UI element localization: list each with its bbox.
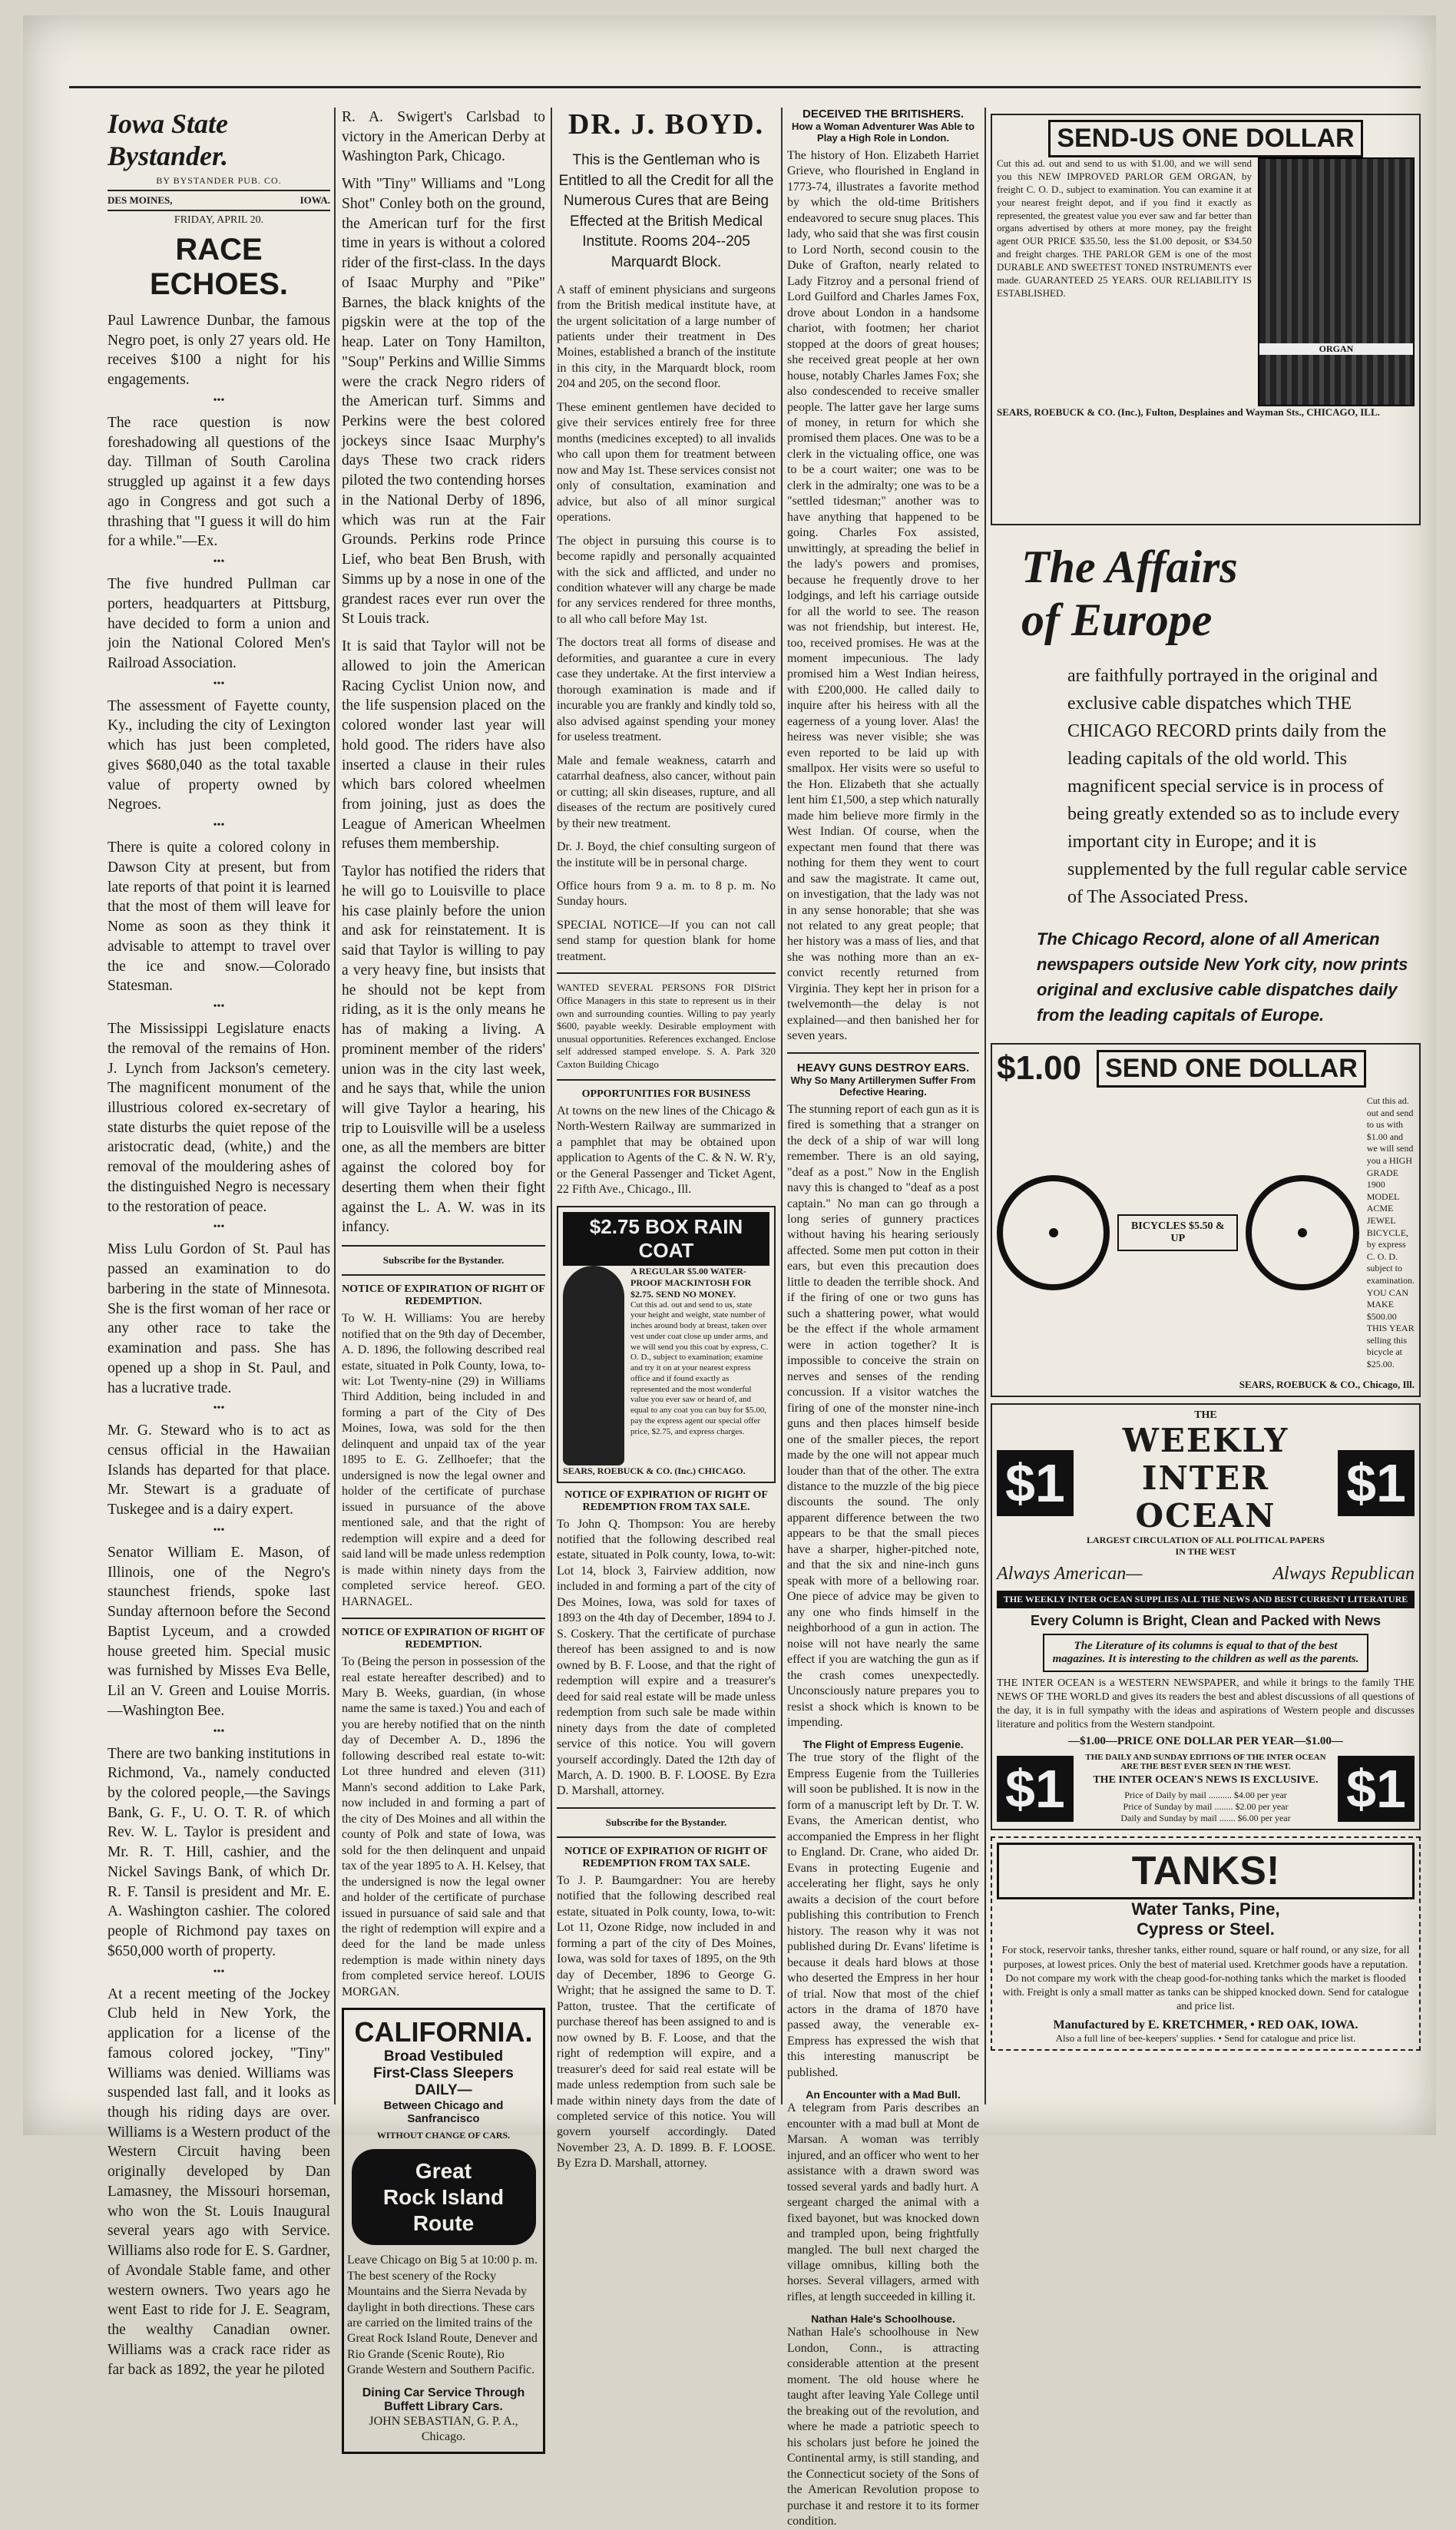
rate-line: Price of Daily by mail .......... $4.00 per year <box>1124 1790 1287 1801</box>
inter-ocean-subtitle: LARGEST CIRCULATION OF ALL POLITICAL PAPERS IN THE WEST <box>1087 1534 1325 1557</box>
divider <box>342 1274 545 1276</box>
column-5 <box>991 108 1421 2112</box>
divider <box>787 1052 979 1054</box>
separator-stars: ••• <box>213 820 225 832</box>
rate-line: Price of Sunday by mail ........ $2.00 per year <box>1123 1801 1289 1813</box>
article-paragraph: The doctors treat all forms of disease and deformities, and guarantee a cure in every case they undertake. At the first interview a thorough examination is made and if incurable you are frankly and kindly told so, also advised against spending your money for useless treatment. <box>557 636 776 744</box>
opportunities-title: OPPORTUNITIES FOR BUSINESS <box>581 1088 751 1100</box>
separator-stars: ••• <box>213 677 225 690</box>
separator-stars: ••• <box>213 1524 225 1536</box>
bicycle-heading: SEND ONE DOLLAR <box>1097 1050 1366 1088</box>
separator-stars: ••• <box>213 1402 225 1415</box>
masthead-state: IOWA. <box>299 194 330 206</box>
affairs-footer: The Chicago Record, alone of all American newspapers outside New York city, now prints original and exclusive cable dispatches daily from the leading capitals of Europe. <box>1037 929 1408 1025</box>
column-rule <box>334 108 336 2104</box>
dollar-badge: $1 <box>1338 1450 1415 1516</box>
article-paragraph: The stunning report of each gun as it is fired is something that a stranger on the deck of a ship of war will long remember. There is an old saying, "deaf as a post." Now in the English navy this is changed to "deaf as a post captain." No man can go through a long series of gunnery practices without having his hearing seriously affected. Some men put cotton in their ears, but even this precaution does little to deaden the terrible shock. And if the firing of one or two guns has such a shattering power, what would be the effect if the whole armament were in action together? It is impossible to conceive the strain on nerves and senses of the rending concussion. If a visitor watches the firing of one of the monster nine-inch guns and then places himself beside one of the smaller pieces, the report made by the one will not appear much louder than that of the other. The extra distance to the muzzle of the big piece discounts the sound. The only apparent difference between the two appears to be that the small pieces have a sharper, higher-pitched note, and that the six and nine-inch guns speak with more of a bellowing roar. One piece of advice may be given to any one who finds himself in the neighborhood of a gun in action. The noise will not have nearly the same effect if you are watching the gun as if the crash comes unexpectedly. Unconsciously nature prepares you to resist a shock which is known to be impending. <box>787 1102 979 1729</box>
subscribe-note: Subscribe for the Bystander. <box>605 1816 727 1828</box>
inter-ocean-price: —$1.00—PRICE ONE DOLLAR PER YEAR—$1.00— <box>1068 1735 1343 1748</box>
race-echoes-heading: RACE ECHOES. <box>149 233 289 301</box>
california-ad <box>342 2008 545 2453</box>
wheel-icon <box>997 1175 1110 1290</box>
race-item: At a recent meeting of the Jockey Club held in New York, the application for a license of the famous colored jockey, "Tiny" Williams was denied. Williams was suspended last fall, and it looks as though his riding days are over. Williams is a Western product of the Western Circuit having been originally developed by Dan Lamasney, the Missouri horseman, who won the St. Louis Inaugural several years ago with Service. Williams also rode for E. S. Gardner, of Avondale Stable fame, and other western owners. Two years ago he went East to ride for J. E. Seagram, the wealthy Canadian owner. Williams was a crack race rider as far back as 1892, the year he piloted <box>108 1985 330 2378</box>
tanks-ad <box>991 1836 1421 2051</box>
article-paragraph: These eminent gentlemen have decided to give their services entirely free for three months (medicines excepted) to all invalids who call upon them for treatment between now and May 1st. These services consist not only of consultation, examination and advice, but also of all minor surgical operations. <box>557 400 776 525</box>
california-line: WITHOUT CHANGE OF CARS. <box>376 2130 511 2141</box>
article-paragraph: Dr. J. Boyd, the chief consulting surgeon of the institute will be in personal charge. <box>557 840 776 869</box>
article-paragraph: A staff of eminent physicians and surgeons from the British medical institute have, at the urgent solicitation of a large number of patients under their treatment in Des Moines, established a branch of the institute in this city, in the Marquardt block, room 204 and 205, on the second floor. <box>557 283 776 391</box>
organ-image <box>1258 157 1415 406</box>
separator-stars: ••• <box>213 394 225 406</box>
article-paragraph: The object in pursuing this course is to become rapidly and personally acquainted with the sick and afflicted, and under no condition whatever will any charge be made for any services rendered for three months, to all who call before May 1st. <box>557 534 776 626</box>
inter-ocean-ad <box>991 1403 1421 1831</box>
race-item: The five hundred Pullman car porters, headquarters at Pittsburg, have decided to form a union and join the National Colored Men's Railroad Association. <box>108 576 330 672</box>
organ-ad-heading: SEND-US ONE DOLLAR <box>1048 120 1362 157</box>
inter-ocean-supplies: THE WEEKLY INTER OCEAN SUPPLIES ALL THE NEWS AND BEST CURRENT LITERATURE <box>997 1591 1415 1608</box>
separator-stars: ••• <box>213 556 225 568</box>
race-item: Miss Lulu Gordon of St. Paul has passed an examination to do barbering in the state of Minnesota. She is the first woman of her race or any other race to take the examination and pass. She has opened up a shop in St. Paul, and has a lucrative trade. <box>108 1241 330 1396</box>
article-heading: Nathan Hale's Schoolhouse. <box>811 2313 955 2326</box>
column-2 <box>342 108 545 2444</box>
organ-ad-body: Cut this ad. out and send to us with $1.00, and we will send you this NEW IMPROVED PARLOR GEM ORGAN, by freight C. O. D., subject to examination. You can examine it at your nearest freight depot, and if you find it exactly as represented, the greatest value you ever saw and far better than organs advertised by others at more money, pay the freight agent OUR PRICE $35.50, less the $1.00 deposit, or $34.50 and freight charges. THE PARLOR GEM is one of the most DURABLE AND SWEETEST TONED INSTRUMENTS ever made. GUARANTEED 25 YEARS. OUR RELIABILITY IS ESTABLISHED. <box>997 157 1252 299</box>
bicycle-image <box>997 1095 1415 1371</box>
separator-stars: ••• <box>213 1001 225 1013</box>
notice-title: NOTICE OF EXPIRATION OF RIGHT OF REDEMPTION FROM TAX SALE. <box>564 1845 768 1869</box>
organ-label: ORGAN <box>1259 343 1413 355</box>
bicycle-body: Cut this ad. out and send to us with $1.00 and we will send you a HIGH GRADE 1900 MODEL ACME JEWEL BICYCLE, by express C. O. D. subject to examination. YOU CAN MAKE $500.00 THIS YEAR selling this bicycle at $25.00. <box>1366 1095 1415 1370</box>
separator-stars: ••• <box>213 1221 225 1234</box>
california-line: Broad Vestibuled <box>383 2048 504 2065</box>
rock-island-text: Rock Island <box>382 2184 505 2209</box>
masthead-location <box>108 190 330 211</box>
separator-stars: ••• <box>213 1725 225 1737</box>
inter-ocean-slogan: Always Republican <box>1272 1563 1415 1584</box>
article-subheading: How a Woman Adventurer Was Able to Play a High Role in London. <box>791 121 975 144</box>
article-paragraph: Office hours from 9 a. m. to 8 p. m. No Sunday hours. <box>557 879 776 909</box>
dollar-badge: $1 <box>997 1450 1074 1516</box>
article-heading: The Flight of Empress Eugenie. <box>802 1738 964 1751</box>
organ-ad-signature: SEARS, ROEBUCK & CO. (Inc.), Fulton, Desplaines and Wayman Sts., CHICAGO, ILL. <box>997 406 1380 418</box>
subscribe-note: Subscribe for the Bystander. <box>382 1254 505 1267</box>
divider <box>342 1245 545 1247</box>
race-item: The assessment of Fayette county, Ky., including the city of Lexington which has just been completed, gives $680,040 as the total taxable value of property owned by Negroes. <box>108 697 330 813</box>
rock-island-text: Great <box>415 2159 472 2184</box>
inter-ocean-exclusive: THE INTER OCEAN'S NEWS IS EXCLUSIVE. <box>1093 1774 1319 1787</box>
boyd-title: DR. J. BOYD. <box>568 108 765 141</box>
article-paragraph: The true story of the flight of the Empress Eugenie from the Tuilleries will soon be published. It is now in the form of a manuscript left by Dr. T. W. Evans, the American dentist, who accompanied the Empress in her flight to England. Dr. Crane, who aided Dr. Evans in protecting Eugenie and accelerating her flight, says he only awaits a decision of the court before publishing this contribution to French history. The reason why it was not published during Dr. Evans' lifetime is because it deals hard blows at those who deserted the Empress in her hour of trial. Now that most of the chief actors in the drama of 1870 have passed away, the venerable ex-Empress has expressed the wish that this interesting manuscript be published. <box>787 1751 979 2079</box>
notice-body: To J. P. Baumgardner: You are hereby notified that the following described real estate, situated in Polk county, Iowa, to-wit: Lot 11, Ozone Ridge, now included in and forming a part of the city of Des Moines, Iowa, was sold for taxes of 1895, on the 9th day of December, 1896 to George G. Wright; that he assigned the same to D. T. Patton, trustee. That the certificate of purchase thereof has been assigned to and is now owned by B. F. Loose, and that the right of redemption will expire, and a treasurer's deed for said real estate will be made unless redemption from such sale be made within ninety days from the date of completed service of this notice. You will govern yourself accordingly. Dated November 23, A. D. 1899. B. F. LOOSE. By Ezra D. Marshall, attorney. <box>557 1873 776 2171</box>
wanted-ad: WANTED SEVERAL PERSONS FOR DIStrict Office Managers in this state to represent us in their own and surrounding counties. Willing to pay yearly $600, payable weekly. Desirable employment with unusual opportunities. References exchanged. Enclose self addressed stamped envelope. S. A. Park 320 Caxton Building Chicago <box>557 982 776 1071</box>
boyd-lead: This is the Gentleman who is Entitled to all the Credit for all the Numerous Cures that are Being Effected at the British Medical Institute. Rooms 204--205 Marquardt Block. <box>558 152 774 270</box>
raincoat-subtitle: A REGULAR $5.00 WATER-PROOF MACKINTOSH FOR $2.75. SEND NO MONEY. <box>630 1265 752 1300</box>
column-1 <box>108 108 330 2378</box>
rock-island-logo <box>352 2149 536 2245</box>
california-title: CALIFORNIA. <box>354 2016 533 2048</box>
rock-island-text: Route <box>412 2210 475 2235</box>
california-line: First-Class Sleepers <box>373 2065 514 2082</box>
affairs-title: of Europe <box>1021 594 1213 645</box>
article-paragraph: With "Tiny" Williams and "Long Shot" Conley both on the ground, the American turf for the first time in years is without a colored rider of the first-class. In the days of Isaac Murphy and "Pike" Barnes, the black knights of the pigskin were at the top of the heap. Later on Tony Hamilton, "Soup" Perkins and Willie Simms were the crack Negro riders of the American turf. Simms and Perkins were the best colored jockeys since Isaac Murphy's days These two crack riders piloted the two contending horses in the National Derby of 1896, which was run at the Fair Grounds. Perkins rode Prince Lief, who beat Ben Brush, with Simms up by a nose in one of the grandest races ever run over the St Louis track. <box>342 176 545 628</box>
race-item: Mr. G. Steward who is to act as census official in the Hawaiian Islands has departed for that place. Mr. Stewart is a graduate of Tuskegee and is a dairy expert. <box>108 1422 330 1518</box>
column-4 <box>787 108 979 2528</box>
race-item: There is quite a colored colony in Dawson City at present, but from late reports of that point it is learned that the most of them will leave for Nome as soon as they think it advisable to attempt to travel over the ice and snow.—Colorado Statesman. <box>108 839 330 995</box>
column-3 <box>557 108 776 2171</box>
notice-title: NOTICE OF EXPIRATION OF RIGHT OF REDEMPTION. <box>342 1283 545 1308</box>
california-line: DAILY— <box>415 2082 472 2099</box>
divider <box>557 972 776 974</box>
tanks-title: TANKS! <box>997 1843 1415 1899</box>
inter-ocean-every: Every Column is Bright, Clean and Packed with News <box>1030 1612 1382 1628</box>
article-paragraph: Taylor has notified the riders that he will go to Louisville to place his case plainly before the union and ask for reinstatement. It is said that Taylor is willing to pay a very heavy fine, but insists that he should not be kept from riding, as it is the only means he has of making a living. A prominent member of the riders' union was in the city last week, and he says that, while the union will give Taylor a hearing, his trip to Louisville will be a useless one, as all the members are bitter against the colored boy for deserting them when their fight against the L. A. W. was in its infancy. <box>342 863 545 1236</box>
race-item: The Mississippi Legislature enacts the removal of the remains of Hon. J. Lynch from Jackson's cemetery. The magnificent monument of the illustrious colored ex-secretary of state disturbs the quiet repose of the aristocratic dead, (white,) and the removal of the mouldering ashes of the distinguished Negro is necessary to the restoration of peace. <box>108 1021 330 1215</box>
article-paragraph: It is said that Taylor will not be allowed to join the American Racing Cyclist Union now, and the life suspension placed on the colored wonder last year will hold good. The riders have also inserted a clause in their rules which bars colored wheelmen from joining, just as does the League of American Wheelmen refuses them membership. <box>342 638 545 853</box>
divider <box>557 1836 776 1838</box>
tanks-subtitle: Water Tanks, Pine, <box>1131 1899 1280 1919</box>
article-heading: An Encounter with a Mad Bull. <box>806 2088 961 2101</box>
top-rule <box>69 86 1421 88</box>
bicycle-signature: SEARS, ROEBUCK & CO., Chicago, Ill. <box>1239 1378 1415 1390</box>
article-heading: DECEIVED THE BRITISHERS. <box>802 108 965 121</box>
column-rule <box>984 108 986 2104</box>
california-line: Between Chicago and Sanfrancisco <box>383 2099 504 2126</box>
race-item: Paul Lawrence Dunbar, the famous Negro poet, is only 27 years old. He receives $100 a night for his engagements. <box>108 313 330 389</box>
divider <box>557 1807 776 1809</box>
notice-body: To (Being the person in possession of the real estate hereafter described) and to Mary B. Weeks, guardian, (in whose name the same is taxed.) You and each of you are hereby notified that on the ninth day of December A. D., 1896 the following described real estate to-wit: Lot three hundred and eleven (311) Mann's second addition to Lake Park, now included in and forming a part of the city of Des Moines and all within the county of Polk and state of Iowa, was sold for the then delinquent and unpaid tax of the year 1895 to A. H. Kelsey, that the undersigned is now the legal owner and holder of the certificate of purchase issued in pursuance of said sale and that the right of redemption will expire and a deed for the land be made unless redemption is made within ninety days from completed service hereof. LOUIS MORGAN. <box>342 1655 545 1999</box>
article-paragraph: Nathan Hale's schoolhouse in New London, Conn., is attracting considerable attention at the present moment. The old house where he taught after leaving Yale College until the breaking out of the revolution, and where he made a patriotic speech to his scholars just before he joined the Continental army, is still standing, and the Connecticut society of the Sons of the American Revolution propose to purchase it and restore it to its former condition. <box>787 2326 979 2528</box>
rate-line: Daily and Sunday by mail ....... $6.00 per year <box>1120 1813 1291 1824</box>
inter-ocean-slogan: Always American— <box>997 1563 1143 1584</box>
raincoat-figure <box>563 1266 624 1465</box>
bicycle-ad <box>991 1043 1421 1397</box>
inter-ocean-daily: THE DAILY AND SUNDAY EDITIONS OF THE INTER OCEAN ARE THE BEST EVER SEEN IN THE WEST. <box>1085 1753 1326 1772</box>
opportunities-body: At towns on the new lines of the Chicago & North-Western Railway are summarized in a pamphlet that may be obtained upon application to Agents of the C. & N. W. R'y, or the General Passenger and Ticket Agent, 22 Fifth Ave., Chicago., Ill. <box>557 1104 776 1197</box>
masthead-publisher: BY BYSTANDER PUB. CO. <box>156 175 282 186</box>
raincoat-signature: SEARS, ROEBUCK & CO. (Inc.) CHICAGO. <box>563 1465 746 1476</box>
column-rule <box>551 108 552 2104</box>
raincoat-body: Cut this ad. out and send to us, state your height and weight, state number of inches around body at breast, taken over vest under coat close up under arms, and we will send you this coat by express, C. O. D., subject to examination; examine and try it on at your nearest express office and if found exactly as represented and the most wonderful value you ever saw or heard of, and equal to any coat you can buy for $5.00, pay the express agent our special offer price, $2.75, and express charges. <box>630 1300 769 1436</box>
affairs-ad <box>991 541 1421 1028</box>
article-paragraph: R. A. Swigert's Carlsbad to victory in the American Derby at Washington Park, Chicago. <box>342 109 545 165</box>
raincoat-title: $2.75 BOX RAIN COAT <box>563 1212 769 1266</box>
notice-body: To John Q. Thompson: You are hereby notified that the following described real estate, situated in Polk county, Iowa, to-wit: Lot 14, block 3, Fairview addition, now included in and forming a part of the city of Des Moines, Iowa, was sold for taxes of 1893 on the 4th day of December, 1894 to J. S. Coskery. That the certificate of purchase thereof has been assigned to and is now owned by B. F. Loose, and that the right of redemption will expire and a treasurer's deed for said real estate will be made unless redemption from such sale be made within ninety days from the date of completed service of this notice. You will govern yourself accordingly. Dated the 12th day of March, A. D. 1900. B. F. LOOSE. By Ezra D. Marshall, attorney. <box>557 1517 776 1798</box>
newspaper-page <box>23 15 1436 2528</box>
tanks-body: For stock, reservoir tanks, thresher tanks, either round, square or half round, or any size, for all purposes, at lowest prices. Only the best of material used. Kretchmer goods have a reputation. Do not compare my work with the cheap good-for-nothing tanks which the market is flooded with. Freight is only a small matter as tanks can be shipped knocked down. Send for catalogue and price list. <box>1001 1945 1410 2013</box>
tanks-footer: Also a full line of bee-keepers' supplies. • Send for catalogue and price list. <box>1055 2032 1356 2045</box>
notice-body: To W. H. Williams: You are hereby notified that on the 9th day of December, A. D. 1896, the following described real estate, situated in Polk County, Iowa, to-wit: Lot Twenty-nine (29) in Williams Third Addition, being included in and forming a part of the City of Des Moines, Iowa, was sold for the then delinquent and unpaid tax of the year 1895 to E. G. Zellhoefer; that the undersigned is now the legal owner and holder of the certificate of purchase issued in pursuance of the above mentioned sale, and that the right of redemption will expire and a deed for said land will be made unless redemption is made within ninety days from the completed service hereof. GEO. HARNAGEL. <box>342 1312 545 1608</box>
california-signature: JOHN SEBASTIAN, G. P. A., Chicago. <box>369 2414 518 2444</box>
bicycle-price: $1.00 <box>997 1049 1082 1087</box>
article-paragraph: A telegram from Paris describes an encounter with a mad bull at Mont de Marsan. A woman was terribly injured, and an officer who went to her assistance with a drawn sword was tossed several yards and badly hurt. A sergeant charged the animal with a fixed bayonet, but was knocked down and trampled upon, being frightfully mangled. The bull next charged the village omnibus, killing both the horses. Several villagers, armed with rifles, at length succeeded in killing it. <box>787 2101 979 2303</box>
inter-ocean-body: THE INTER OCEAN is a WESTERN NEWSPAPER, and while it brings to the family THE NEWS OF THE WORLD and gives its readers the best and ablest discussions of all questions of the day, it is in full sympathy with the ideas and aspirations of Western people and discusses literature and politics from the Western standpoint. <box>997 1677 1415 1731</box>
raincoat-ad <box>557 1206 776 1483</box>
inter-ocean-title: WEEKLY INTER OCEAN <box>1122 1421 1289 1535</box>
article-subheading: Why So Many Artillerymen Suffer From Defective Hearing. <box>790 1074 976 1098</box>
dollar-badge: $1 <box>1338 1756 1415 1822</box>
race-item: There are two banking institutions in Richmond, Va., namely conducted by the colored people,—the Savings Bank, G. F., U. O. T. R. of which Rev. W. L. Taylor is president and Mr. R. T. Hill, cashier, and the Nickel Savings Bank, of which Dr. R. F. Tansil is president and Mr. E. A. Washington cashier. The colored people of Richmond pay taxes on $650,000 worth of property. <box>108 1745 330 1959</box>
article-paragraph: SPECIAL NOTICE—If you can not call send stamp for question blank for home treatment. <box>557 918 776 963</box>
inter-ocean-the: THE <box>1194 1409 1217 1421</box>
article-paragraph: Male and female weakness, catarrh and catarrhal deafness, also cancer, without pain or cutting; all skin diseases, rupture, and all diseases of the rectum are positively cured by their new treatment. <box>557 753 776 830</box>
organ-ad <box>991 114 1421 525</box>
divider <box>557 1079 776 1081</box>
tanks-subtitle: Cypress or Steel. <box>1137 1919 1275 1939</box>
masthead-title: Iowa State Bystander. <box>108 108 229 171</box>
masthead-city: DES MOINES, <box>108 194 173 206</box>
notice-title: NOTICE OF EXPIRATION OF RIGHT OF REDEMPTION FROM TAX SALE. <box>564 1489 768 1513</box>
affairs-body: are faithfully portrayed in the original and exclusive cable dispatches which THE CHICAGO RECORD prints daily from the leading capitals of the old world. This magnificent special service is in process of being greatly extended so as to include every important city in Europe; and it is supplemented by the full regular cable service of The Associated Press. <box>1067 666 1408 907</box>
california-body: Leave Chicago on Big 5 at 10:00 p. m. The best scenery of the Rocky Mountains and the Sierra Nevada by daylight in both directions. These cars are carried on the limited trains of the Great Rock Island Route, Denever and Rio Grande (Scenic Route), Rio Grande Western and Southern Pacific. <box>347 2253 538 2377</box>
inter-ocean-literature: The Literature of its columns is equal to that of the best magazines. It is interesting to the children as well as the parents. <box>1043 1634 1368 1672</box>
affairs-title: The Affairs <box>1021 541 1238 592</box>
race-item: Senator William E. Mason, of Illinois, one of the Negro's staunchest friends, spoke last Sunday afternoon before the Second Baptist Lyceum, and a crowded house greeted him. Special music was furnished by Misses Eva Belle, Lil an V. Green and Louise Morris.—Washington Bee. <box>108 1544 330 1719</box>
wheel-icon <box>1246 1175 1358 1290</box>
separator-stars: ••• <box>213 1965 225 1978</box>
article-heading: HEAVY GUNS DESTROY EARS. <box>796 1061 970 1075</box>
california-dining: Dining Car Service Through Buffett Library Cars. <box>362 2386 525 2413</box>
divider <box>342 1618 545 1619</box>
issue-date: FRIDAY, APRIL 20. <box>174 214 264 226</box>
tanks-maker: Manufactured by E. KRETCHMER, • RED OAK, IOWA. <box>1053 2018 1358 2032</box>
column-rule <box>781 108 783 2104</box>
notice-title: NOTICE OF EXPIRATION OF RIGHT OF REDEMPTION. <box>342 1627 545 1651</box>
article-paragraph: The history of Hon. Elizabeth Harriet Grieve, who flourished in England in 1773-74, illustrates a favorite method by which the old-time Britishers endeavored to secure snug places. This lady, who said that she was first cousin to Lord North, second cousin to the Duke of Grafton, nearly related to Lady Fitzroy and a personal friend of Lord Guilford and Charles James Fox, drove about London in a handsome chariot, with footmen; her chariot stopped at the doors of great houses; she received great people at her own house, notably Charles James Fox; she also condescended to receive smaller people. The latter gave her large sums of money, in return for which she promised them places. One was to be a clerk in the victualing office, one was to be a court waiter; one was to be clerk in the admiralty; one was to be a "settled tidesman;" another was to have anything that happened to be going. Charles Fox assisted, unwittingly, at spreading the belief in the lady's powers and promises, because he frequently drove to her lodgings, and left his carriage outside for all the world to see. The reason was not friendship, but interest. He, too, received promises. He was at the moment impecunious. The lady promised him a West Indian heiress, with £200,000. He called daily to inquire after his heiress with all the eagerness of a young lover. Alas! the heiress was never visible; she was even reported to be laid up with smallpox. Her visits were so useful to the Hon. Elizabeth that she actually lent him £1,500, a step which naturally made him believe more firmly in the West Indian. Of course, when the expectant men found that there was nothing for them they went to court and saw the magistrate. It came out, on investigation, that the lady was not in any sense honorable; that she was not related to any great people; that her history was a mass of lies, and that she was nothing more than an ex-convict recently returned from Virginia. They kept her in prison for a twelvemonth—the delay is not explained—and then banished her for seven years. <box>787 149 979 1043</box>
dollar-badge: $1 <box>997 1756 1074 1822</box>
bicycle-sign: BICYCLES $5.50 & UP <box>1117 1214 1238 1251</box>
race-item: The race question is now foreshadowing all questions of the day. Tillman of South Carolina struggled up against it a few days ago in Congress and got such a thrashing that "I guess it will do him for a while."—Ex. <box>108 414 330 550</box>
